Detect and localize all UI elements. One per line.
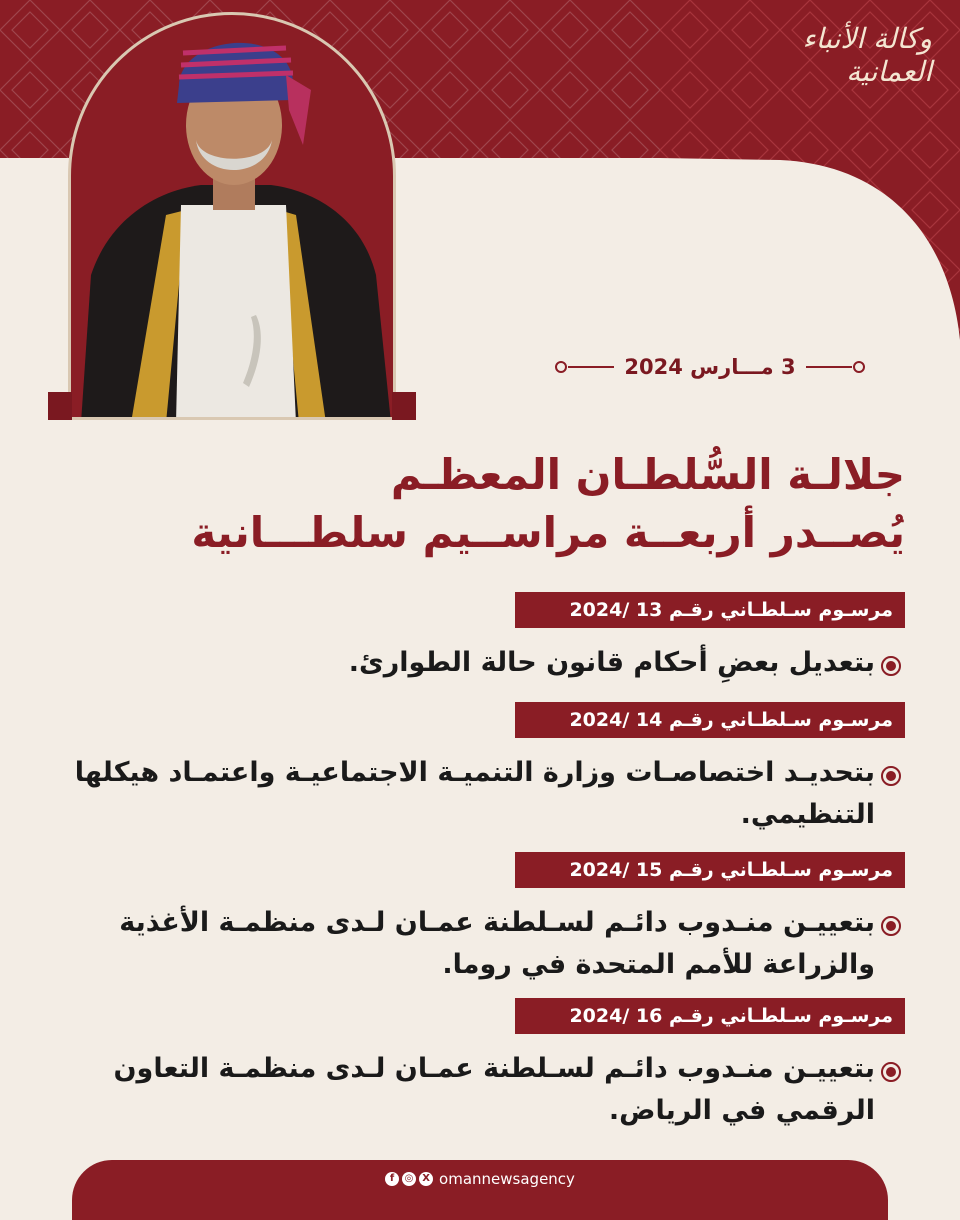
headline [145, 446, 905, 562]
decree-text-4: بتعييـن منـدوب دائـم لسـلطنة عمـان لـدى منظمـة التعاون الرقمي في الرياض. [113, 1053, 875, 1126]
decree-label-2: مرسـوم سـلطـاني رقـم 14 /2024 [515, 702, 905, 738]
bullet-icon [880, 1061, 902, 1083]
ornament-left-icon [554, 360, 614, 374]
frame-tab-right [392, 392, 416, 420]
portrait-frame [48, 12, 416, 420]
headline-line-2: يُصــدر أربعــة مراســيم سلطـــانية [191, 508, 905, 557]
agency-logo: وكالة الأنباء العمانية [802, 22, 932, 88]
bullet-icon [880, 655, 902, 677]
social-handle-row [72, 1170, 888, 1188]
facebook-icon[interactable]: f [385, 1172, 399, 1186]
decree-text-3: بتعييـن منـدوب دائـم لسـلطنة عمـان لـدى منظمـة الأغذية والزراعة للأمم المتحدة في روما. [119, 907, 875, 980]
ornament-right-icon [806, 360, 866, 374]
date-row [550, 350, 870, 384]
instagram-icon[interactable]: ◎ [402, 1172, 416, 1186]
headline-line-1: جلالـة السُّلطـان المعظـم [390, 450, 905, 499]
decree-text-1: بتعديل بعضِ أحكام قانون حالة الطوارئ. [348, 647, 875, 678]
portrait-illustration [71, 15, 396, 420]
bullet-icon [880, 915, 902, 937]
decree-text-2: بتحديـد اختصاصـات وزارة التنميـة الاجتماعيـة واعتمـاد هيكلها التنظيمي. [74, 757, 875, 830]
portrait-photo [68, 12, 396, 420]
frame-tab-left [48, 392, 72, 420]
decree-label-1: مرسـوم سـلطـاني رقـم 13 /2024 [515, 592, 905, 628]
decree-label-3: مرسـوم سـلطـاني رقـم 15 /2024 [515, 852, 905, 888]
bullet-icon [880, 765, 902, 787]
x-icon[interactable]: X [419, 1172, 433, 1186]
social-icons [385, 1172, 433, 1186]
social-handle[interactable]: omannewsagency [439, 1170, 575, 1188]
footer-bar [72, 1160, 888, 1220]
decree-label-4: مرسـوم سـلطـاني رقـم 16 /2024 [515, 998, 905, 1034]
date-label: 3 مـــارس 2024 [624, 355, 796, 379]
